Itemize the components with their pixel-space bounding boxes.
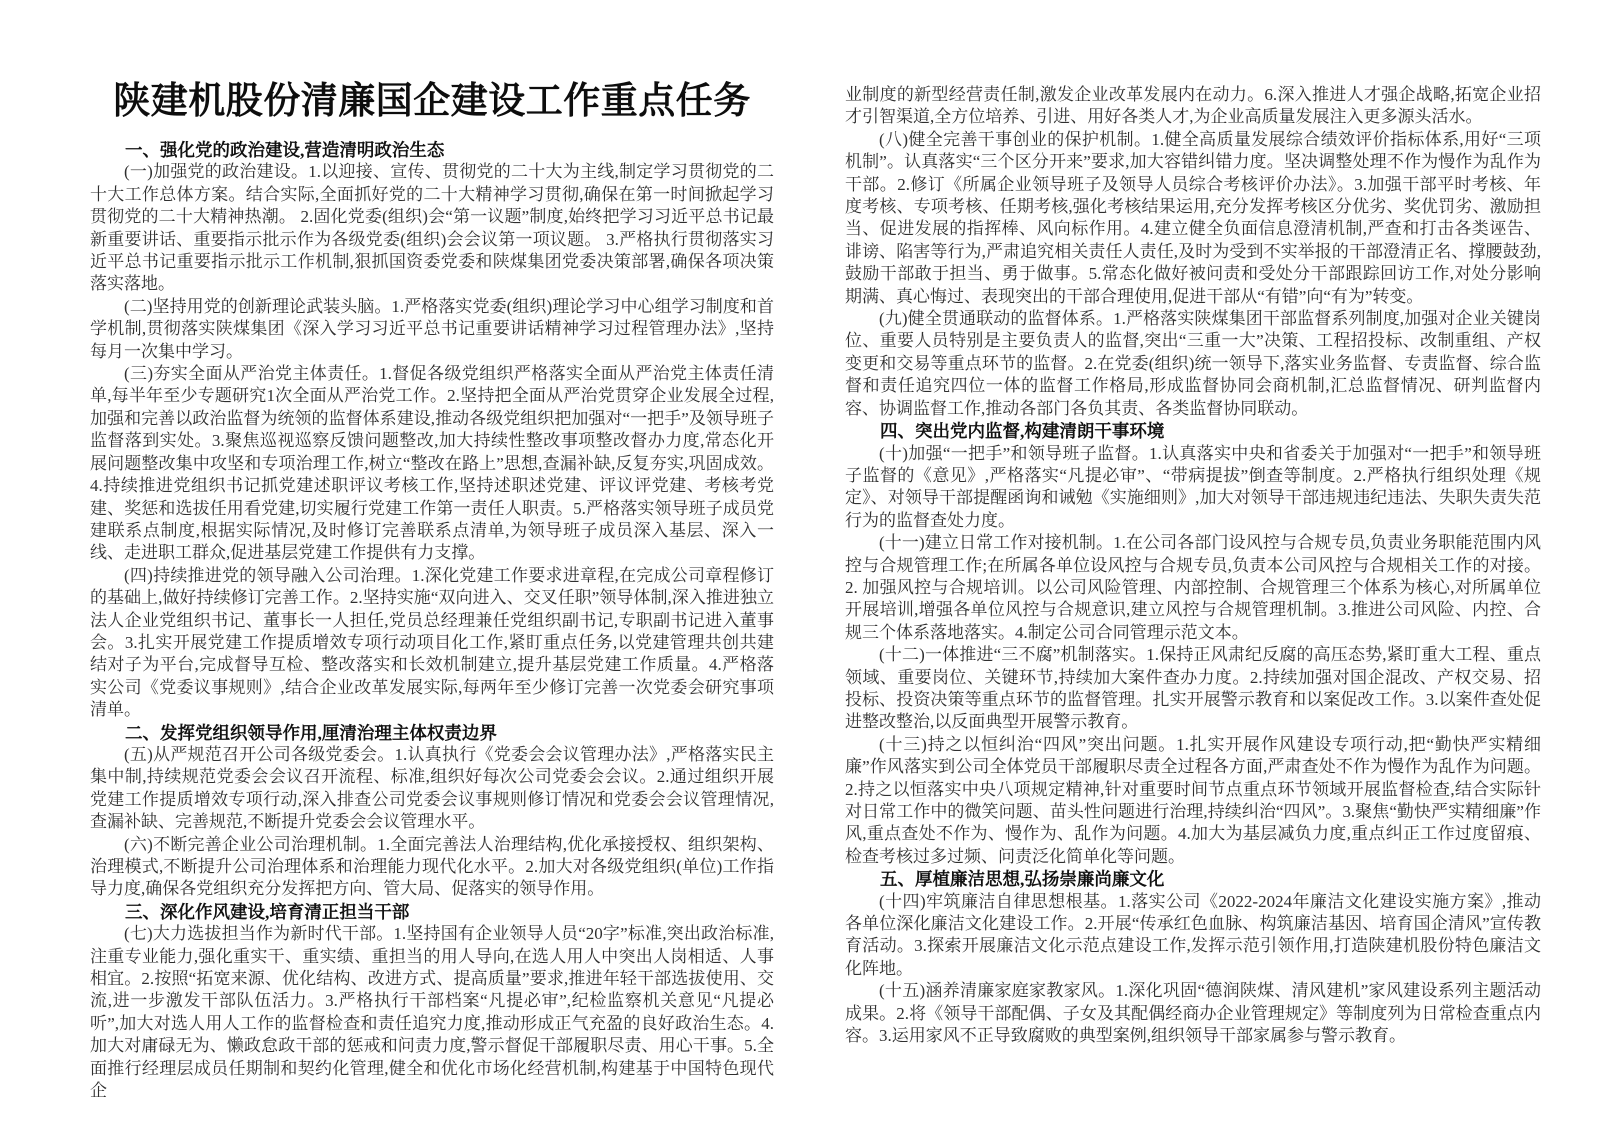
paragraph-item-7: (七)大力选拔担当作为新时代干部。1.坚持国有企业领导人员“20字”标准,突出政治标准,注重专业能力,强化重实干、重实绩、重担当的用人导向,在选人用人中突出人岗相适、人事相宜。2.按照“拓宽来源、优化结构、改进方式、提高质量”要求,推进年轻干部选拔使用、交流,进一步激发干部队伍活力。3.严格执行干部档案“凡提必审”,纪检监察机关意见“凡提必听”,加大对选人用人工作的监督检查和责任追究力度,推动形成正气充盈的良好政治生态。4.加大对庸碌无为、懒政怠政干部的惩戒和问责力度,警示督促干部履职尽责、用心干事。5.全面推行经理层成员任期制和契约化管理,健全和优化市场化经营机制,构建基于中国特色现代企	[90, 924, 774, 1101]
paragraph-item-14: (十四)牢筑廉洁自律思想根基。1.落实公司《2022-2024年廉洁文化建设实施方案》,推动各单位深化廉洁文化建设工作。2.开展“传承红色血脉、构筑廉洁基因、培育国企清风”宣传教育活动。3.探索开展廉洁文化示范点建设工作,发挥示范引领作用,打造陕建机股份特色廉洁文化阵地。	[845, 891, 1541, 978]
section-heading-4: 四、突出党内监督,构建清朗干事环境	[880, 421, 1165, 442]
paragraph-item-2: (二)坚持用党的创新理论武装头脑。1.严格落实党委(组织)理论学习中心组学习制度和首学机制,贯彻落实陕煤集团《深入学习习近平总书记重要讲话精神学习过程管理办法》,坚持每月一次集中学习。	[90, 296, 774, 361]
section-heading-5: 五、厚植廉洁思想,弘扬崇廉尚廉文化	[880, 869, 1165, 890]
paragraph-item-10: (十)加强“一把手”和领导班子监督。1.认真落实中央和省委关于加强对“一把手”和领导班子监督的《意见》,严格落实“凡提必审”、“带病提拔”倒查等制度。2.严格执行组织处理《规定》、对领导干部提醒函询和诫勉《实施细则》,加大对领导干部违规违纪违法、失职失责失范行为的监督查处力度。	[845, 443, 1541, 530]
section-heading-3: 三、深化作风建设,培育清正担当干部	[125, 901, 410, 922]
section-heading-2: 二、发挥党组织领导作用,厘清治理主体权责边界	[125, 722, 497, 743]
paragraph-item-8: (八)健全完善干事创业的保护机制。1.健全高质量发展综合绩效评价指标体系,用好“三项机制”。认真落实“三个区分开来”要求,加大容错纠错力度。坚决调整处理不作为慢作为乱作为干部。2.修订《所属企业领导班子及领导人员综合考核评价办法》。3.加强干部平时考核、年度考核、专项考核、任期考核,强化考核结果运用,充分发挥考核区分优劣、奖优罚劣、激励担当、促进发展的指挥棒、风向标作用。4.建立健全负面信息澄清机制,严查和打击各类诬告、诽谤、陷害等行为,严肃追究相关责任人责任,及时为受到不实举报的干部澄清正名、撑腰鼓劲,鼓励干部敢于担当、勇于做事。5.常态化做好被问责和受处分干部跟踪回访工作,对处分影响期满、真心悔过、表现突出的干部合理使用,促进干部从“有错”向“有为”转变。	[845, 129, 1541, 306]
paragraph-item-7-continuation: 业制度的新型经营责任制,激发企业改革发展内在动力。6.深入推进人才强企战略,拓宽企业招才引智渠道,全方位培养、引进、用好各类人才,为企业高质量发展注入更多源头活水。	[845, 85, 1541, 127]
paragraph-item-4: (四)持续推进党的领导融入公司治理。1.深化党建工作要求进章程,在完成公司章程修订的基础上,做好持续修订完善工作。2.坚持实施“双向进入、交叉任职”领导体制,深入推进独立法人企业党组织书记、董事长一人担任,党员总经理兼任党组织副书记,专职副书记进入董事会。3.扎实开展党建工作提质增效专项行动项目化工作,紧盯重点任务,以党建管理共创共建结对子为平台,完成督导互检、整改落实和长效机制建立,提升基层党建工作质量。4.严格落实公司《党委议事规则》,结合企业改革发展实际,每两年至少修订完善一次党委会研究事项清单。	[90, 565, 774, 720]
paragraph-item-9: (九)健全贯通联动的监督体系。1.严格落实陕煤集团干部监督系列制度,加强对企业关键岗位、重要人员特别是主要负责人的监督,突出“三重一大”决策、工程招投标、改制重组、产权变更和交易等重点环节的监督。2.在党委(组织)统一领导下,落实业务监督、专责监督、综合监督和责任追究四位一体的监督工作格局,形成监督协同会商机制,汇总监督情况、研判监督内容、协调监督工作,推动各部门各负其责、各类监督协同联动。	[845, 309, 1541, 418]
page-left	[90, 80, 774, 1102]
paragraph-item-6: (六)不断完善企业公司治理机制。1.全面完善法人治理结构,优化承接授权、组织架构、治理模式,不断提升公司治理体系和治理能力现代化水平。2.加大对各级党组织(单位)工作指导力度,确保各党组织充分发挥把方向、管大局、促落实的领导作用。	[90, 834, 774, 899]
paragraph-item-13: (十三)持之以恒纠治“四风”突出问题。1.扎实开展作风建设专项行动,把“勤快严实精细廉”作风落实到公司全体党员干部履职尽责全过程各方面,严肃查处不作为慢作为乱作为问题。2.持之以恒落实中央八项规定精神,针对重要时间节点重点环节领域开展监督检查,结合实际针对日常工作中的微笑问题、苗头性问题进行治理,持续纠治“四风”。3.聚焦“勤快严实精细廉”作风,重点查处不作为、慢作为、乱作为问题。4.加大为基层减负力度,重点纠正工作过度留痕、检查考核过多过频、问责泛化简单化等问题。	[845, 734, 1541, 866]
section-heading-1: 一、强化党的政治建设,营造清明政治生态	[125, 140, 445, 160]
paragraph-item-15: (十五)涵养清廉家庭家教家风。1.深化巩固“德润陕煤、清风建机”家风建设系列主题活动成果。2.将《领导干部配偶、子女及其配偶经商办企业管理规定》等制度列为日常检查重点内容。3.运用家风不正导致腐败的典型案例,组织领导干部家属参与警示教育。	[845, 981, 1541, 1046]
page-right	[845, 84, 1541, 1047]
paragraph-item-1: (一)加强党的政治建设。1.以迎接、宣传、贯彻党的二十大为主线,制定学习贯彻党的二十大工作总体方案。结合实际,全面抓好党的二十大精神学习贯彻,确保在第一时间掀起学习贯彻党的二十大精神热潮。 2.固化党委(组织)会“第一议题”制度,始终把学习习近平总书记最新重要讲话、重要指示批示作为各级党委(组织)会会议第一项议题。 3.严格执行贯彻落实习近平总书记重要指示批示工作机制,狠抓国资委党委和陕煤集团党委决策部署,确保各项决策落实落地。	[90, 162, 774, 294]
paragraph-item-11: (十一)建立日常工作对接机制。1.在公司各部门设风控与合规专员,负责业务职能范围内风控与合规管理工作;在所属各单位设风控与合规专员,负责本公司风控与合规相关工作的对接。2. 加强风控与合规培训。以公司风险管理、内部控制、合规管理三个体系为核心,对所属单位开展培训,增强各单位风控与合规意识,建立风控与合规管理机制。3.推进公司风险、内控、合规三个体系落地落实。4.制定公司合同管理示范文本。	[845, 533, 1541, 642]
paragraph-item-12: (十二)一体推进“三不腐”机制落实。1.保持正风肃纪反腐的高压态势,紧盯重大工程、重点领域、重要岗位、关键环节,持续加大案件查办力度。2.持续加强对国企混改、产权交易、招投标、投资决策等重点环节的监督管理。扎实开展警示教育和以案促改工作。3.以案件查处促进整改整治,以反面典型开展警示教育。	[845, 645, 1541, 732]
paragraph-item-3: (三)夯实全面从严治党主体责任。1.督促各级党组织严格落实全面从严治党主体责任清单,每半年至少专题研究1次全面从严治党工作。2.坚持把全面从严治党贯穿企业发展全过程,加强和完善以政治监督为统领的监督体系建设,推动各级党组织把加强对“一把手”及领导班子监督落到实处。3.聚焦巡视巡察反馈问题整改,加大持续性整改事项整改督办力度,常态化开展问题整改集中攻坚和专项治理工作,树立“整改在路上”思想,查漏补缺,反复夯实,巩固成效。4.持续推进党组织书记抓党建述职评议考核工作,坚持述职述党建、评议评党建、考核考党建、奖惩和选拔任用看党建,切实履行党建工作第一责任人职责。5.严格落实领导班子成员党建联系点制度,根据实际情况,及时修订完善联系点清单,为领导班子成员深入基层、深入一线、走进职工群众,促进基层党建工作提供有力支撑。	[90, 364, 774, 563]
document-title: 陕建机股份清廉国企建设工作重点任务	[113, 81, 751, 122]
paragraph-item-5: (五)从严规范召开公司各级党委会。1.认真执行《党委会会议管理办法》,严格落实民主集中制,持续规范党委会会议召开流程、标准,组织好每次公司党委会会议。2.通过组织开展党建工作提质增效专项行动,深入排查公司党委会议事规则修订情况和党委会会议管理情况,查漏补缺、完善规范,不断提升党委会会议管理水平。	[90, 744, 774, 832]
